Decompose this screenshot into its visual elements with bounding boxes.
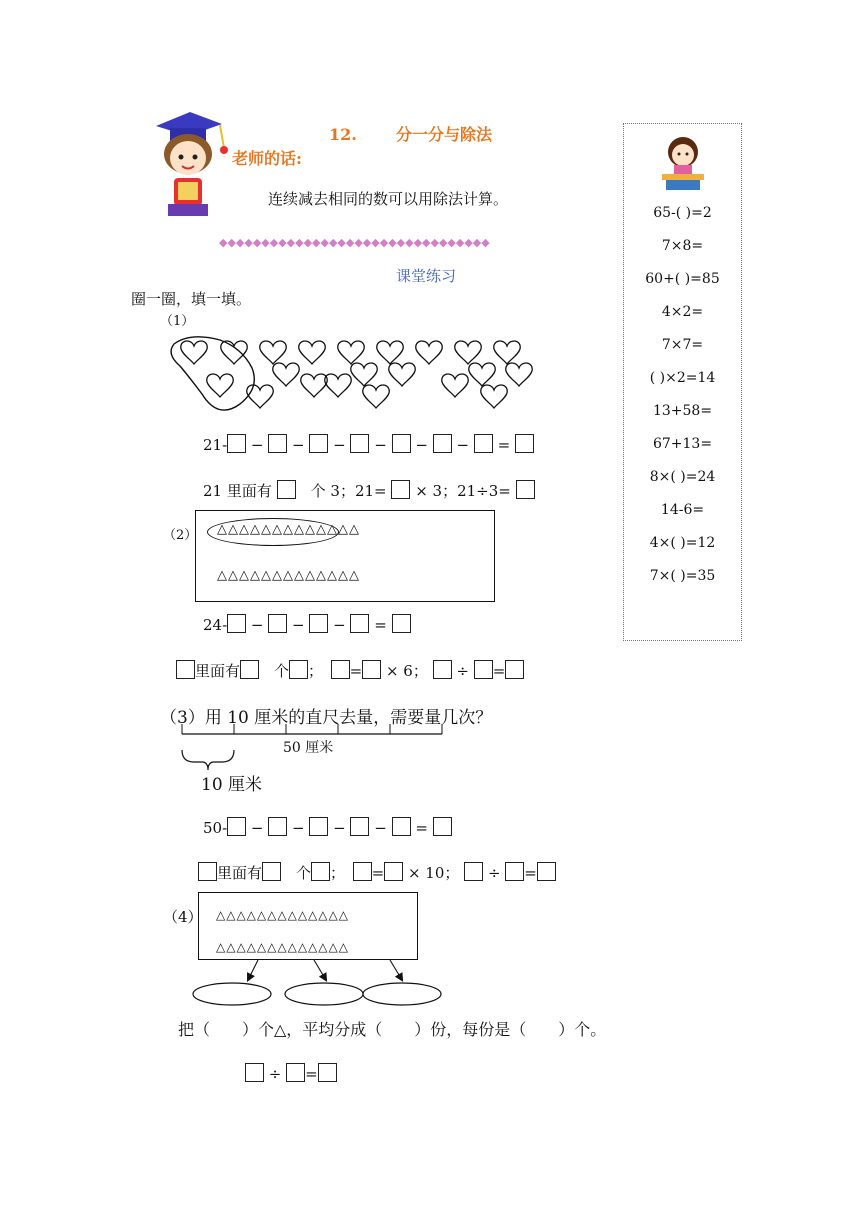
q4-label: （4） — [163, 908, 203, 926]
sidebar-item: 4×2= — [661, 304, 704, 320]
lesson-number: 12. — [329, 125, 357, 144]
sidebar-item: 13+58= — [652, 403, 713, 419]
q4-groups-diagram — [190, 958, 450, 1008]
answer-box[interactable] — [391, 480, 410, 499]
answer-box[interactable] — [198, 862, 217, 881]
q2-equation: 24- − − − = — [203, 614, 411, 634]
hearts-figure — [160, 328, 540, 418]
sidebar-item: 4×( )=12 — [649, 535, 716, 551]
answer-box[interactable] — [227, 434, 246, 453]
answer-box[interactable] — [516, 480, 535, 499]
sidebar-exercises — [623, 123, 742, 641]
answer-box[interactable] — [318, 1063, 337, 1082]
answer-box[interactable] — [311, 862, 330, 881]
sidebar-item: 67+13= — [652, 436, 713, 452]
q2-row1: △△△△△△△△△△△△△ — [217, 522, 360, 537]
q3-question: （3）用 10 厘米的直尺去量，需要量几次？ — [160, 708, 493, 728]
student-icon — [660, 134, 706, 192]
answer-box[interactable] — [537, 862, 556, 881]
sidebar-item: 7×8= — [661, 238, 704, 254]
q4-division: ÷ = — [245, 1063, 337, 1083]
answer-box[interactable] — [309, 434, 328, 453]
instruction: 圈一圈，填一填。 — [131, 290, 252, 308]
sidebar-item: 7×( )=35 — [649, 568, 716, 584]
sidebar-item: 8×( )=24 — [649, 469, 716, 485]
answer-box[interactable] — [262, 862, 281, 881]
sidebar-item: 65-( )=2 — [653, 205, 712, 221]
q4-row2: △△△△△△△△△△△△△ — [216, 940, 349, 954]
answer-box[interactable] — [176, 660, 195, 679]
answer-box[interactable] — [353, 862, 372, 881]
q1-equation: 21- − − − − − − = — [203, 434, 534, 454]
q4-row1: △△△△△△△△△△△△△ — [216, 908, 349, 922]
q2-row2: △△△△△△△△△△△△△ — [217, 568, 360, 583]
q4-sentence: 把（ ）个△，平均分成（ ）份，每份是（ ）个。 — [178, 1020, 607, 1039]
q3-total-label: 50 厘米 — [283, 740, 334, 756]
answer-box[interactable] — [350, 614, 369, 633]
answer-box[interactable] — [474, 434, 493, 453]
answer-box[interactable] — [227, 817, 246, 836]
q1-label: （1） — [160, 314, 195, 329]
q2-label: （2） — [163, 528, 198, 543]
answer-box[interactable] — [505, 862, 524, 881]
answer-box[interactable] — [392, 817, 411, 836]
answer-box[interactable] — [505, 660, 524, 679]
answer-box[interactable] — [286, 1063, 305, 1082]
answer-box[interactable] — [362, 660, 381, 679]
q3-equation: 50- − − − − = — [203, 817, 452, 837]
q1-sentence: 21 里面有 个 3；21= × 3；21÷3= — [203, 480, 535, 501]
answer-box[interactable] — [392, 434, 411, 453]
q3-unit-label: 10 厘米 — [201, 775, 263, 795]
answer-box[interactable] — [331, 660, 350, 679]
answer-box[interactable] — [350, 434, 369, 453]
answer-box[interactable] — [350, 817, 369, 836]
answer-box[interactable] — [464, 862, 483, 881]
q2-sentence: 里面有 个 ； = × 6； ÷ = — [176, 660, 524, 681]
answer-box[interactable] — [433, 434, 452, 453]
teacher-illustration — [148, 108, 230, 220]
teacher-text: 连续减去相同的数可以用除法计算。 — [268, 190, 509, 208]
answer-box[interactable] — [277, 480, 296, 499]
answer-box[interactable] — [268, 434, 287, 453]
divider: ◆◆◆◆◆◆◆◆◆◆◆◆◆◆◆◆◆◆◆◆◆◆◆◆◆◆◆◆◆◆◆◆ — [219, 236, 490, 249]
answer-box[interactable] — [392, 614, 411, 633]
answer-box[interactable] — [474, 660, 493, 679]
answer-box[interactable] — [289, 660, 308, 679]
answer-box[interactable] — [240, 660, 259, 679]
sidebar-item: 14-6= — [660, 502, 705, 518]
answer-box[interactable] — [384, 862, 403, 881]
answer-box[interactable] — [268, 817, 287, 836]
answer-box[interactable] — [433, 660, 452, 679]
sidebar-item: 7×7= — [661, 337, 704, 353]
answer-box[interactable] — [309, 817, 328, 836]
section-title: 课堂练习 — [396, 267, 457, 285]
lesson-title: 分一分与除法 — [396, 125, 493, 144]
answer-box[interactable] — [227, 614, 246, 633]
answer-box[interactable] — [309, 614, 328, 633]
sidebar-item: 60+( )=85 — [645, 271, 720, 287]
q3-sentence: 里面有 个 ； = × 10； ÷ = — [198, 862, 556, 883]
sidebar-item: ( )×2=14 — [649, 370, 716, 386]
answer-box[interactable] — [268, 614, 287, 633]
teacher-label: 老师的话: — [232, 149, 302, 168]
answer-box[interactable] — [433, 817, 452, 836]
answer-box[interactable] — [515, 434, 534, 453]
answer-box[interactable] — [245, 1063, 264, 1082]
